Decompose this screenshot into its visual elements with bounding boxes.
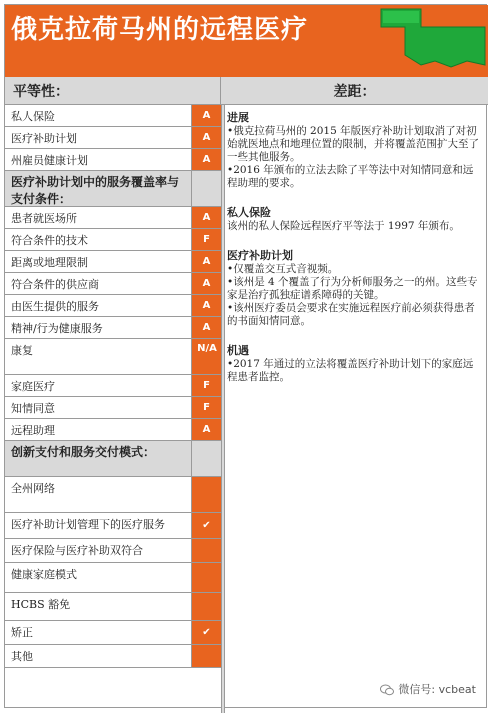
grade-value: A <box>202 132 211 143</box>
grade-cell <box>191 317 221 338</box>
row-label: 康复 <box>11 344 33 357</box>
grade-cell <box>191 273 221 294</box>
grade-value: F <box>203 234 210 245</box>
row-label: 医疗补助计划管理下的医疗服务 <box>11 518 165 531</box>
grade-cell <box>191 251 221 272</box>
gap-text-line: •该州是 4 个覆盖了行为分析师服务之一的州。这些专家是治疗孤独症谱系障碍的关键。 <box>227 276 478 301</box>
grade-cell <box>191 419 221 440</box>
table-row <box>5 477 221 513</box>
grade-cell <box>191 593 221 620</box>
table-row <box>5 645 221 668</box>
table-row <box>5 375 221 397</box>
grade-cell <box>191 339 221 374</box>
grade-value: A <box>202 300 211 311</box>
grade-cell <box>191 229 221 250</box>
grade-cell <box>191 375 221 396</box>
table-row <box>5 397 221 419</box>
wechat-icon <box>380 684 394 696</box>
table-row <box>5 295 221 317</box>
grade-value: A <box>202 212 211 223</box>
grade-cell <box>191 539 221 562</box>
page-title: 俄克拉荷马州的远程医疗 <box>11 15 309 45</box>
table-row <box>5 273 221 295</box>
gap-text-line: •该州医疗委员会要求在实施远程医疗前必须获得患者的书面知情同意。 <box>227 302 475 327</box>
grade-cell <box>191 171 221 206</box>
row-label: 创新支付和服务交付模式： <box>11 445 156 459</box>
gaps-header-label: 差距： <box>333 84 376 100</box>
grade-value: A <box>202 256 211 267</box>
table-row <box>5 539 221 563</box>
watermark <box>380 681 476 697</box>
row-label: 符合条件的技术 <box>11 234 88 247</box>
row-label: 州雇员健康计划 <box>11 154 88 167</box>
row-label: 远程助理 <box>11 424 55 437</box>
grade-value: F <box>203 380 210 391</box>
row-label: 医疗补助计划 <box>11 132 77 145</box>
table-row <box>5 419 221 441</box>
row-label: 精神/行为健康服务 <box>11 322 103 335</box>
grade-value: A <box>202 278 211 289</box>
grade-cell <box>191 645 221 667</box>
grade-cell <box>191 477 221 512</box>
grade-value: A <box>202 424 211 435</box>
section-header-row <box>5 171 221 207</box>
gaps-header <box>221 77 488 105</box>
grade-cell <box>191 441 221 476</box>
row-label: 患者就医场所 <box>11 212 77 225</box>
gaps-panel <box>227 109 483 384</box>
grade-cell <box>191 563 221 592</box>
row-label: 矫正 <box>11 626 33 639</box>
gap-text-line: •2016 年颁布的立法去除了平等法中对知情同意和远程助理的要求。 <box>227 164 474 189</box>
grade-cell <box>191 295 221 316</box>
watermark-text: 微信号: vcbeat <box>398 683 476 696</box>
grade-cell <box>191 127 221 148</box>
table-row <box>5 251 221 273</box>
grade-cell <box>191 513 221 538</box>
table-row <box>5 621 221 645</box>
section-header-row <box>5 441 221 477</box>
grade-value: A <box>202 154 211 165</box>
table-row <box>5 563 221 593</box>
gap-section-title: 进展 <box>227 111 249 124</box>
row-label: 私人保险 <box>11 110 55 123</box>
grade-value: A <box>202 110 211 121</box>
grade-value: F <box>203 402 210 413</box>
row-label: 家庭医疗 <box>11 380 55 393</box>
row-label: 医疗补助计划中的服务覆盖率与支付条件： <box>11 175 180 206</box>
row-label: 其他 <box>11 650 33 663</box>
row-label: HCBS 豁免 <box>11 598 71 611</box>
grade-value: ✔ <box>202 627 211 638</box>
gap-section-title: 机遇 <box>227 344 249 357</box>
grade-value: N/A <box>197 343 217 354</box>
gap-section-title: 医疗补助计划 <box>227 249 293 262</box>
row-label: 健康家庭模式 <box>11 568 77 581</box>
title-banner <box>5 5 488 77</box>
equality-header <box>5 77 221 105</box>
gap-text-line: 该州的私人保险远程医疗平等法于 1997 年颁布。 <box>227 220 460 232</box>
table-row <box>5 149 221 171</box>
row-label: 距离或地理限制 <box>11 256 88 269</box>
infographic <box>4 4 487 708</box>
equality-header-label: 平等性： <box>13 84 69 100</box>
table-row <box>5 339 221 375</box>
row-label: 知情同意 <box>11 402 55 415</box>
column-divider <box>221 105 225 713</box>
table-row <box>5 127 221 149</box>
table-row <box>5 207 221 229</box>
gap-text-line: •仅覆盖交互式音视频。 <box>227 263 339 275</box>
gap-text-line: •俄克拉荷马州的 2015 年版医疗补助计划取消了对初始就医地点和地理位置的限制，并将覆盖范围扩大至了一些其他服务。 <box>227 125 479 163</box>
gap-text-line: •2017 年通过的立法将覆盖医疗补助计划下的家庭远程患者监控。 <box>227 358 474 383</box>
row-label: 医疗保险与医疗补助双符合 <box>11 544 143 557</box>
table-row <box>5 105 221 127</box>
table-row <box>5 513 221 539</box>
grade-cell <box>191 621 221 644</box>
row-label: 全州网络 <box>11 482 55 495</box>
grade-value: ✔ <box>202 520 211 531</box>
grade-cell <box>191 149 221 170</box>
oklahoma-map-icon <box>377 5 488 77</box>
table-row <box>5 593 221 621</box>
grade-cell <box>191 207 221 228</box>
table-row <box>5 229 221 251</box>
gap-section-title: 私人保险 <box>227 206 271 219</box>
grade-cell <box>191 397 221 418</box>
row-label: 符合条件的供应商 <box>11 278 99 291</box>
table-row <box>5 317 221 339</box>
grade-value: A <box>202 322 211 333</box>
grade-cell <box>191 105 221 126</box>
row-label: 由医生提供的服务 <box>11 300 99 313</box>
